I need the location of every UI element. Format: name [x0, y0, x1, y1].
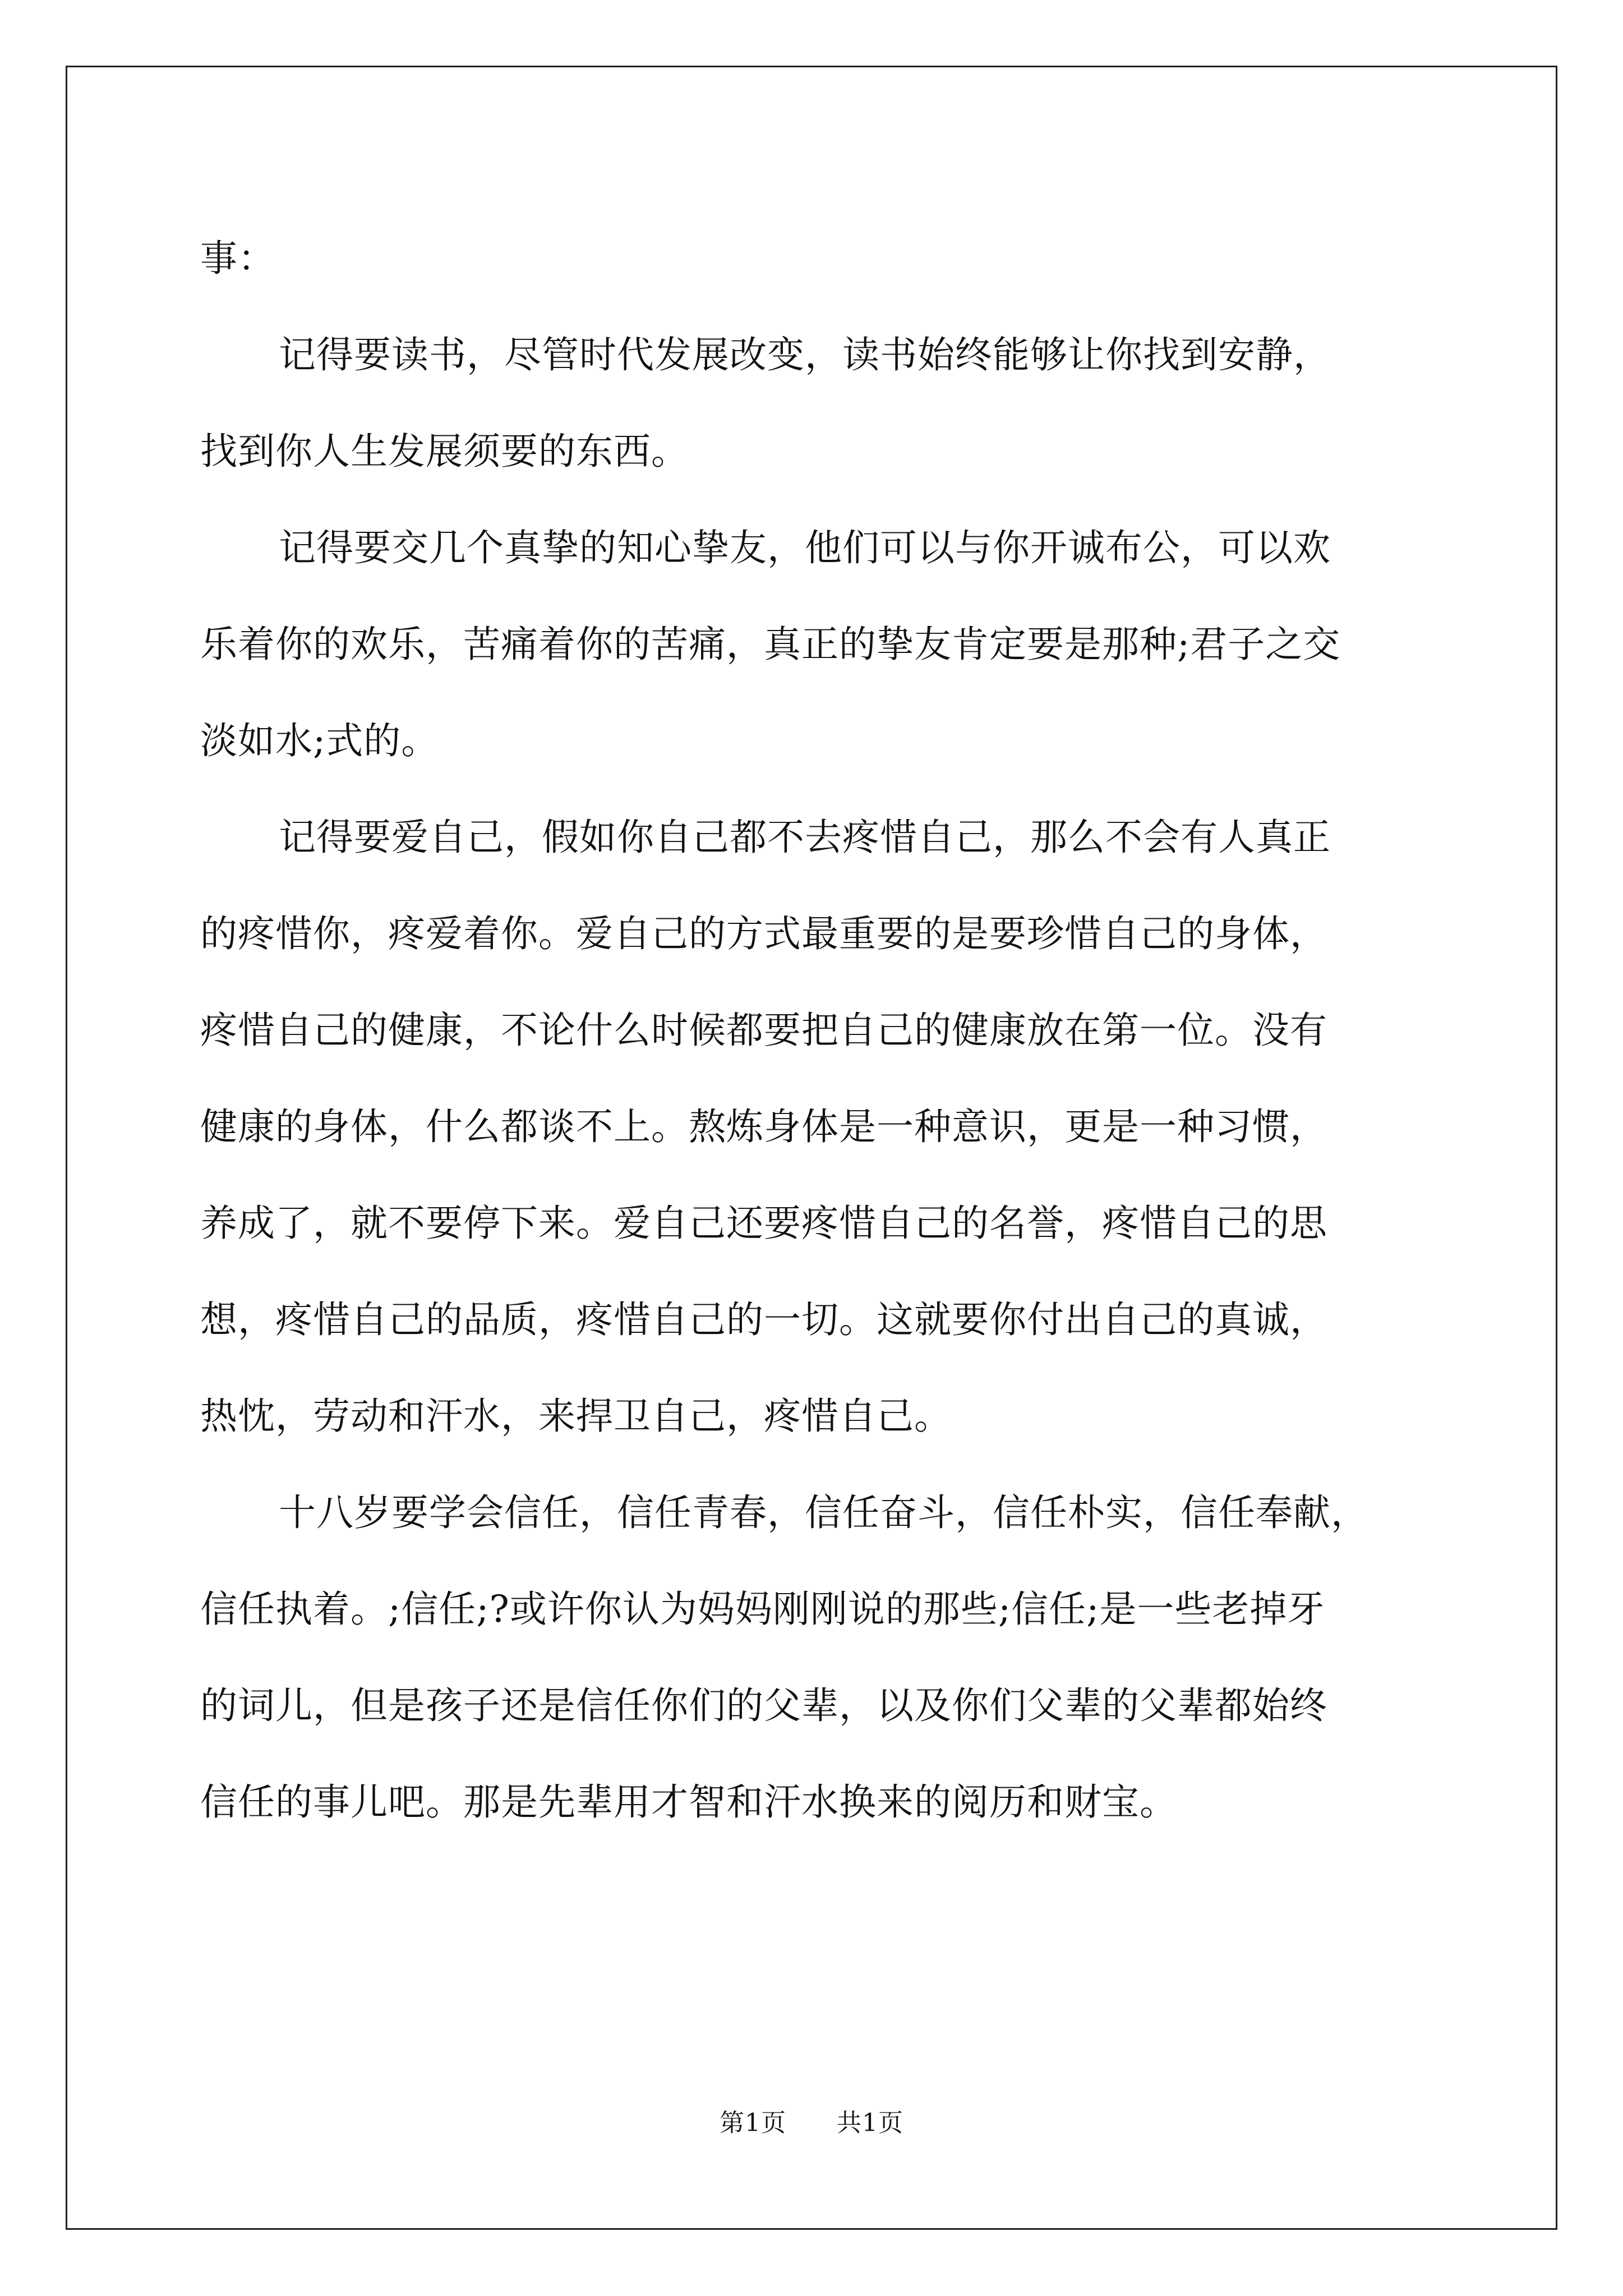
text-line: 信任执着。;信任;?或许你认为妈妈刚刚说的那些;信任;是一些老掉牙 [200, 1588, 1325, 1631]
document-body [200, 210, 1440, 1851]
text-line: 找到你人生发展须要的东西。 [200, 430, 689, 473]
text-line: 养成了，就不要停下来。爱自己还要疼惜自己的名誉，疼惜自己的思 [200, 1202, 1327, 1245]
page-footer [0, 2102, 1623, 2138]
text-line: 信任的事儿吧。那是先辈用才智和汗水换来的阅历和财宝。 [200, 1780, 1177, 1824]
text-line: 记得要交几个真挚的知心挚友，他们可以与你开诚布公，可以欢 [279, 526, 1331, 569]
page-number-total: 共1页 [837, 2109, 903, 2137]
text-line: 记得要爱自己，假如你自己都不去疼惜自己，那么不会有人真正 [279, 816, 1331, 859]
text-line: 疼惜自己的健康，不论什么时候都要把自己的健康放在第一位。没有 [200, 1009, 1327, 1052]
page-number-current: 第1页 [720, 2109, 786, 2137]
text-line: 淡如水;式的。 [200, 719, 439, 762]
text-line: 乐着你的欢乐，苦痛着你的苦痛，真正的挚友肯定要是那种;君子之交 [200, 623, 1341, 666]
text-line: 的词儿，但是孩子还是信任你们的父辈，以及你们父辈的父辈都始终 [200, 1684, 1327, 1727]
text-line: 记得要读书，尽管时代发展改变，读书始终能够让你找到安静， [279, 333, 1331, 376]
text-line: 的疼惜你，疼爱着你。爱自己的方式最重要的是要珍惜自己的身体， [200, 912, 1327, 955]
text-line: 十八岁要学会信任，信任青春，信任奋斗，信任朴实，信任奉献， [279, 1491, 1368, 1534]
text-line: 事： [200, 237, 275, 280]
text-line: 想，疼惜自己的品质，疼惜自己的一切。这就要你付出自己的真诚， [200, 1298, 1327, 1341]
text-line: 健康的身体，什么都谈不上。熬炼身体是一种意识，更是一种习惯， [200, 1105, 1327, 1148]
text-line: 热忱，劳动和汗水，来捍卫自己，疼惜自己。 [200, 1395, 952, 1438]
